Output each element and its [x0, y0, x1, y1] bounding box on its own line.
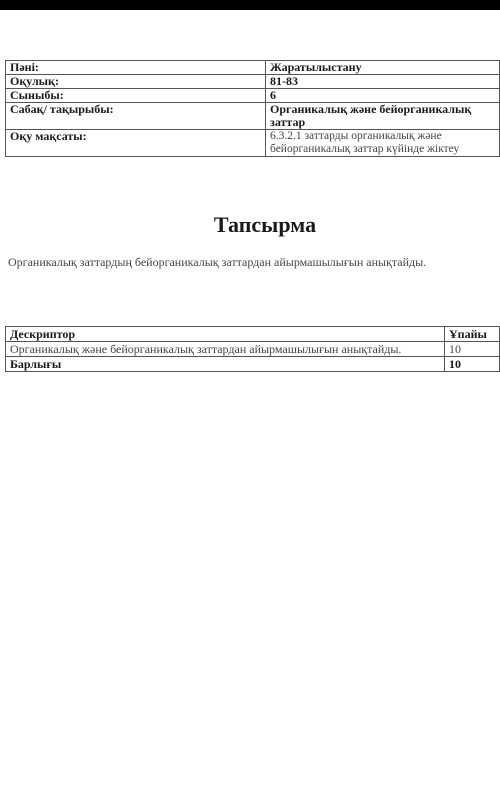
task-title: Тапсырма — [213, 212, 317, 237]
descriptor-header: Дескриптор — [6, 327, 445, 342]
points-header: Ұпайы — [445, 327, 500, 342]
total-row — [6, 357, 500, 372]
info-label: Пәні: — [6, 61, 266, 75]
info-label: Оқулық: — [6, 75, 266, 89]
info-row-grade — [6, 89, 500, 103]
info-row-topic — [6, 103, 500, 130]
descriptor-table-header — [6, 327, 500, 342]
total-points: 10 — [445, 357, 500, 372]
top-black-bar — [0, 0, 500, 10]
descriptor-table — [5, 326, 500, 372]
info-label: Оқу мақсаты: — [6, 130, 266, 157]
task-text: Органикалық заттардың бейорганикалық заттардан айырмашылығын анықтайды. — [8, 255, 427, 269]
descriptor-cell: Органикалық және бейорганикалық заттардан айырмашылығын анықтайды. — [6, 342, 445, 357]
info-value: 6 — [266, 89, 500, 103]
info-value: Жаратылыстану — [266, 61, 500, 75]
lesson-info-table — [5, 60, 500, 157]
info-value: 81-83 — [266, 75, 500, 89]
info-label: Сабақ/ тақырыбы: — [6, 103, 266, 130]
total-label: Барлығы — [6, 357, 445, 372]
info-row-objective — [6, 130, 500, 157]
table-row — [6, 342, 500, 357]
info-value: 6.3.2.1 заттарды органикалық және бейорганикалық заттар күйінде жіктеу — [266, 130, 500, 157]
info-value: Органикалық және бейорганикалық заттар — [266, 103, 500, 130]
info-row-textbook — [6, 75, 500, 89]
info-row-subject — [6, 61, 500, 75]
info-label: Сыныбы: — [6, 89, 266, 103]
points-cell: 10 — [445, 342, 500, 357]
